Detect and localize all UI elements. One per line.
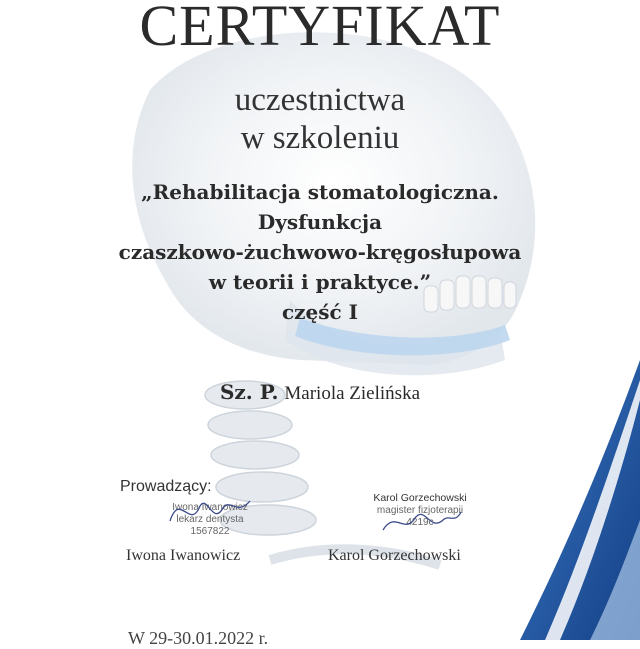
course-title-line3: czaszkowo-żuchwowo-kręgosłupowa	[118, 240, 522, 264]
instructor2-stamp-name: Karol Gorzechowski	[373, 492, 467, 504]
certificate-subtitle-line2: w szkoleniu	[240, 120, 400, 156]
instructor1-name: Iwona Iwanowicz	[126, 547, 241, 564]
instructor2-stamp-title: magister fizjoterapii	[376, 505, 464, 516]
participant	[0, 380, 640, 405]
instructor1-stamp-title: lekarz dentysta	[176, 514, 244, 525]
course-part: część I	[281, 300, 358, 324]
footer-place-date: W 29-30.01.2022 r.	[128, 628, 269, 648]
course-title-line4: w teorii i praktyce.”	[208, 270, 432, 294]
instructor2-stamp-number: 4219c	[406, 517, 434, 528]
instructor1-stamp-name: Iwona Iwanowicz	[172, 502, 248, 513]
instructors-label: Prowadzący:	[120, 478, 212, 495]
instructor1-stamp-number: 1567822	[190, 526, 230, 537]
course-title-line1: „Rehabilitacja stomatologiczna.	[141, 180, 499, 204]
certificate-title: CERTYFIKAT	[139, 0, 501, 58]
course-title-line2: Dysfunkcja	[257, 210, 383, 234]
participant-name: Mariola Zielińska	[284, 383, 421, 404]
instructor2-name: Karol Gorzechowski	[328, 547, 461, 564]
participant-prefix: Sz. P.	[219, 380, 279, 404]
certificate-subtitle-line1: uczestnictwa	[234, 82, 406, 118]
instructor2-signature	[375, 500, 465, 540]
instructor1-signature	[165, 486, 255, 536]
